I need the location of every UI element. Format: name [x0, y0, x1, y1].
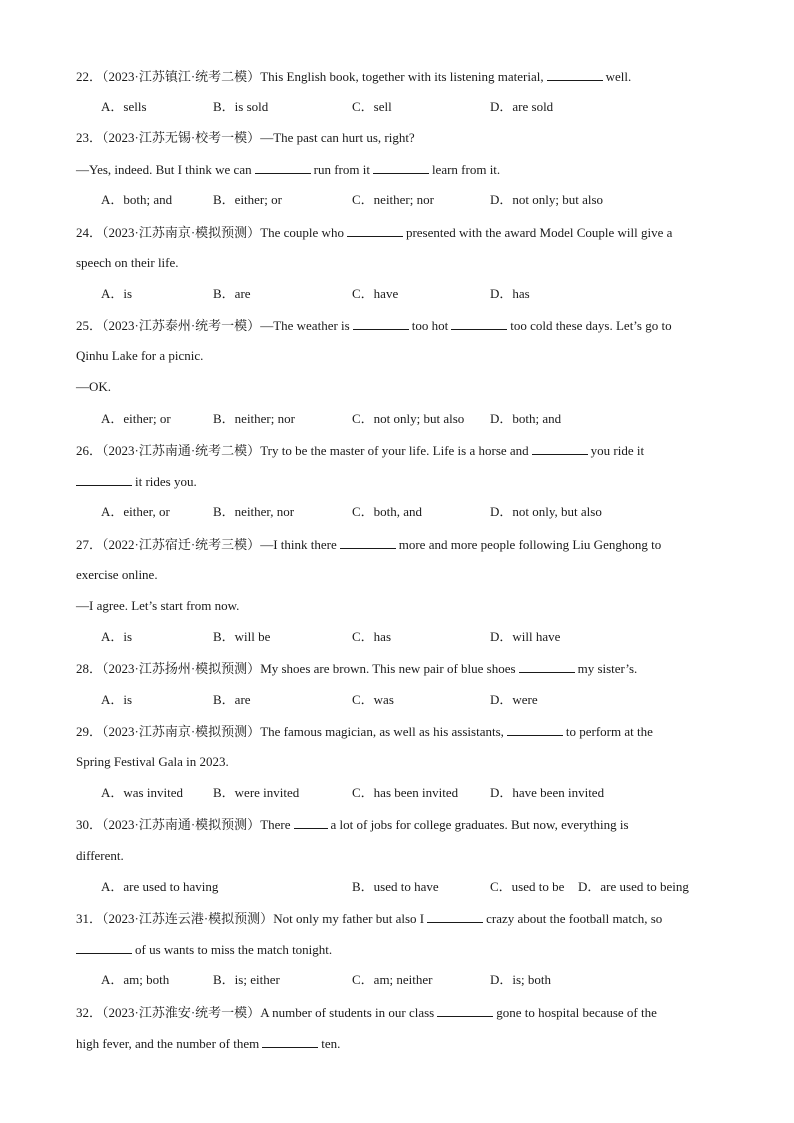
option-c: C．am; neither [352, 972, 433, 987]
answer-blank [451, 316, 507, 330]
option-b: B．used to have [352, 879, 439, 894]
question-32-line2: high fever, and the number of them ten. [76, 1036, 341, 1051]
question-24-stem: 24．（2023·江苏南京·模拟预测）The couple who presented with the award Model Couple will give a [76, 225, 673, 240]
question-27-line2: exercise online. [76, 567, 158, 582]
option-d: D．will have [490, 629, 561, 644]
question-27-line3: —I agree. Let’s start from now. [76, 598, 240, 613]
option-c: C．sell [352, 99, 392, 114]
question-source: （2023·江苏南京·模拟预测） [102, 225, 261, 240]
question-source: （2023·江苏扬州·模拟预测） [102, 661, 261, 676]
option-a: A．is [101, 692, 133, 707]
answer-blank [353, 316, 409, 330]
option-d: D．are used to being [578, 879, 689, 894]
question-number: 23． [76, 130, 103, 145]
question-source: （2023·江苏镇江·统考二模） [102, 69, 261, 84]
option-b: B．neither, nor [213, 504, 295, 519]
option-c: C．neither; nor [352, 192, 434, 207]
answer-blank [437, 1003, 493, 1017]
option-a: A．is [101, 286, 133, 301]
option-b: B．neither; nor [213, 411, 295, 426]
option-b: B．is sold [213, 99, 269, 114]
question-29-stem: 29．（2023·江苏南京·模拟预测）The famous magician, as well as his assistants, to perform at the [76, 724, 653, 739]
option-c: C．was [352, 692, 394, 707]
question-source: （2023·江苏淮安·统考一模） [102, 1005, 261, 1020]
question-number: 25． [76, 318, 103, 333]
answer-blank [76, 472, 132, 486]
option-c: C．used to be [490, 879, 565, 894]
option-a: A．either; or [101, 411, 171, 426]
question-number: 29． [76, 724, 103, 739]
question-30-line2: different. [76, 848, 124, 863]
question-number: 28． [76, 661, 103, 676]
option-b: B．either; or [213, 192, 282, 207]
option-a: A．either, or [101, 504, 170, 519]
option-a: A．was invited [101, 785, 183, 800]
option-d: D．both; and [490, 411, 562, 426]
question-26-line2: it rides you. [76, 472, 197, 491]
question-23-stem: 23．（2023·江苏无锡·校考一模）—The past can hurt us, right? [76, 130, 415, 145]
question-31-stem: 31．（2023·江苏连云港·模拟预测）Not only my father but also I crazy about the football match, so [76, 911, 663, 926]
question-25-line2: Qinhu Lake for a picnic. [76, 348, 204, 363]
question-source: （2022·江苏宿迁·统考三模） [102, 537, 261, 552]
answer-blank [532, 441, 588, 455]
answer-blank [507, 722, 563, 736]
option-a: A．both; and [101, 192, 173, 207]
question-27-stem: 27．（2022·江苏宿迁·统考三模）—I think there more and more people following Liu Genghong to [76, 537, 662, 552]
question-source: （2023·江苏南通·统考二模） [102, 443, 261, 458]
option-a: A．are used to having [101, 879, 219, 894]
answer-blank [294, 815, 328, 829]
option-d: D．not only; but also [490, 192, 604, 207]
option-c: C．has [352, 629, 392, 644]
question-number: 32． [76, 1005, 103, 1020]
question-31-line2: of us wants to miss the match tonight. [76, 940, 332, 959]
option-c: C．have [352, 286, 399, 301]
option-b: B．is; either [213, 972, 280, 987]
question-number: 22． [76, 69, 103, 84]
question-number: 31． [76, 911, 103, 926]
question-source: （2023·江苏连云港·模拟预测） [102, 911, 274, 926]
question-22-stem: 22．（2023·江苏镇江·统考二模）This English book, together with its listening material, well. [76, 69, 632, 84]
option-b: B．are [213, 692, 251, 707]
question-29-line2: Spring Festival Gala in 2023. [76, 754, 229, 769]
option-d: D．are sold [490, 99, 554, 114]
question-24-line2: speech on their life. [76, 255, 179, 270]
option-c: C．has been invited [352, 785, 459, 800]
answer-blank [347, 223, 403, 237]
option-d: D．is; both [490, 972, 552, 987]
answer-blank [427, 909, 483, 923]
option-d: D．not only, but also [490, 504, 602, 519]
question-number: 27． [76, 537, 103, 552]
question-source: （2023·江苏南通·模拟预测） [102, 817, 261, 832]
question-number: 30． [76, 817, 103, 832]
option-b: B．are [213, 286, 251, 301]
question-26-stem: 26．（2023·江苏南通·统考二模）Try to be the master of your life. Life is a horse and you ride it [76, 443, 645, 458]
question-25-stem: 25．（2023·江苏泰州·统考一模）—The weather is too hot too cold these days. Let’s go to [76, 318, 672, 333]
question-32-stem: 32．（2023·江苏淮安·统考一模）A number of students in our class gone to hospital because of the [76, 1005, 657, 1020]
question-source: （2023·江苏无锡·校考一模） [102, 130, 261, 145]
option-b: B．were invited [213, 785, 300, 800]
option-c: C．not only; but also [352, 411, 465, 426]
question-25-line3: —OK. [76, 379, 112, 394]
answer-blank [340, 535, 396, 549]
answer-blank [547, 67, 603, 81]
answer-blank [262, 1034, 318, 1048]
question-23-line2: —Yes, indeed. But I think we can run from it learn from it. [76, 162, 501, 177]
option-d: D．were [490, 692, 538, 707]
answer-blank [519, 659, 575, 673]
question-source: （2023·江苏泰州·统考一模） [102, 318, 261, 333]
option-a: A．is [101, 629, 133, 644]
question-number: 24． [76, 225, 103, 240]
question-30-stem: 30．（2023·江苏南通·模拟预测）There a lot of jobs for college graduates. But now, everything is [76, 817, 629, 832]
option-a: A．am; both [101, 972, 170, 987]
option-d: D．has [490, 286, 530, 301]
option-c: C．both, and [352, 504, 423, 519]
option-b: B．will be [213, 629, 271, 644]
answer-blank [76, 940, 132, 954]
option-a: A．sells [101, 99, 147, 114]
answer-blank [373, 160, 429, 174]
option-d: D．have been invited [490, 785, 605, 800]
question-28-stem: 28．（2023·江苏扬州·模拟预测）My shoes are brown. This new pair of blue shoes my sister’s. [76, 661, 638, 676]
answer-blank [255, 160, 311, 174]
question-number: 26． [76, 443, 103, 458]
question-source: （2023·江苏南京·模拟预测） [102, 724, 261, 739]
